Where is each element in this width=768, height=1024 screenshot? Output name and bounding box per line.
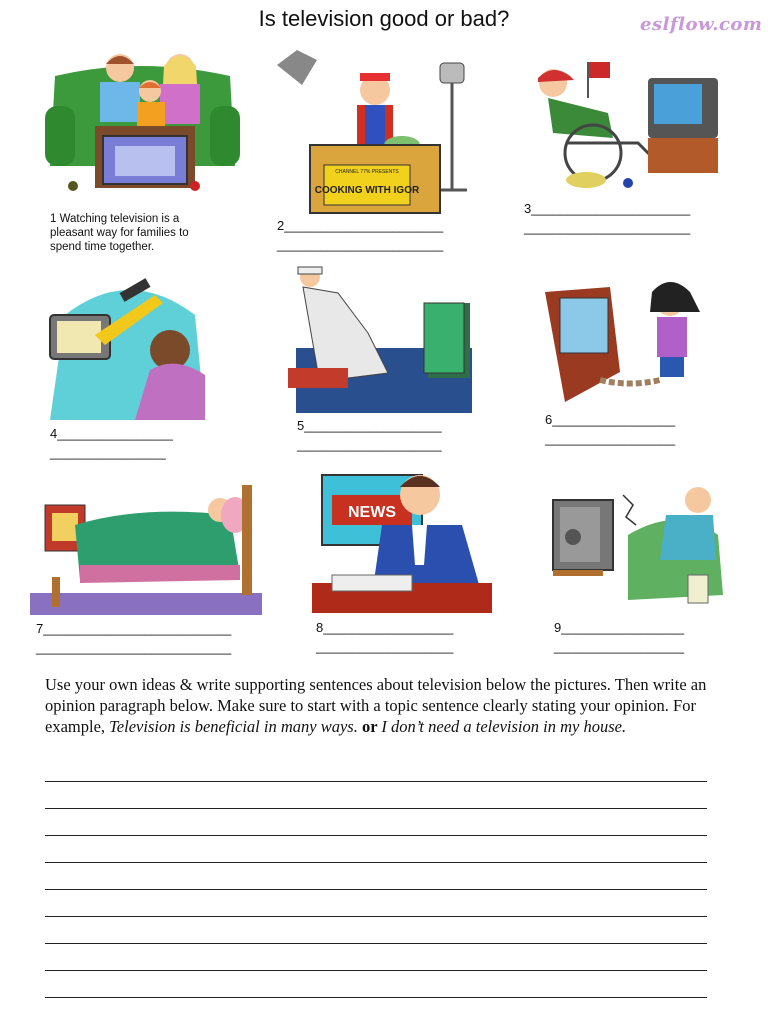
- writing-line[interactable]: [45, 835, 707, 836]
- caption-8-line: ___________________: [316, 639, 454, 654]
- caption-3-line: _______________________: [524, 220, 691, 235]
- caption-9: 9_________________: [554, 620, 685, 635]
- caption-5: 5___________________: [297, 418, 442, 433]
- writing-line[interactable]: [45, 889, 707, 890]
- writing-line[interactable]: [45, 808, 707, 809]
- caption-4: 4________________: [50, 426, 173, 441]
- news-sign: NEWS: [348, 504, 396, 521]
- example-2: I don’t need a television in my house.: [381, 717, 627, 736]
- writing-line[interactable]: [45, 916, 707, 917]
- picture-6-chained: [540, 262, 725, 407]
- caption-4-line: ________________: [50, 445, 166, 460]
- writing-line[interactable]: [45, 862, 707, 863]
- picture-3-wheelchair: [518, 58, 723, 198]
- writing-line[interactable]: [45, 970, 707, 971]
- caption-2: 2______________________: [277, 218, 444, 233]
- caption-5-line: ____________________: [297, 437, 442, 452]
- writing-line[interactable]: [45, 997, 707, 998]
- instructions-text: Use your own ideas & write supporting sentences about television below the pictures. Then write an opinion paragraph below. Make sure to start with a topic sentence clearly stating your opinion. For example,: [45, 675, 707, 736]
- caption-7: 7__________________________: [36, 621, 232, 636]
- cooking-sign: COOKING WITH IGOR: [314, 185, 420, 196]
- picture-9-sleeping: [548, 465, 728, 615]
- page-title: Is television good or bad?: [258, 6, 510, 31]
- caption-8: 8__________________: [316, 620, 454, 635]
- caption-6-line: __________________: [545, 431, 676, 446]
- caption-2-line: _______________________: [277, 237, 444, 252]
- instructions: [45, 674, 725, 737]
- caption-6: 6_________________: [545, 412, 676, 427]
- picture-8-news: [312, 465, 492, 615]
- writing-line[interactable]: [45, 781, 707, 782]
- picture-2-cooking: [272, 45, 477, 217]
- cooking-sign-small: CHANNEL 77% PRESENTS: [335, 169, 399, 175]
- caption-9-line: __________________: [554, 639, 685, 654]
- caption-3: 3______________________: [524, 201, 691, 216]
- caption-7-line: ___________________________: [36, 640, 232, 655]
- or-word: or: [357, 717, 382, 736]
- writing-line[interactable]: [45, 943, 707, 944]
- watermark: eslflow.com: [640, 14, 763, 35]
- picture-1-family: [45, 46, 240, 196]
- picture-5-remote: [288, 263, 478, 415]
- picture-4-zapped: [45, 275, 213, 425]
- picture-7-bed: [30, 465, 262, 617]
- caption-1: 1 Watching television is a pleasant way for families to spend time together.: [50, 213, 189, 253]
- example-1: Television is beneficial in many ways.: [109, 717, 358, 736]
